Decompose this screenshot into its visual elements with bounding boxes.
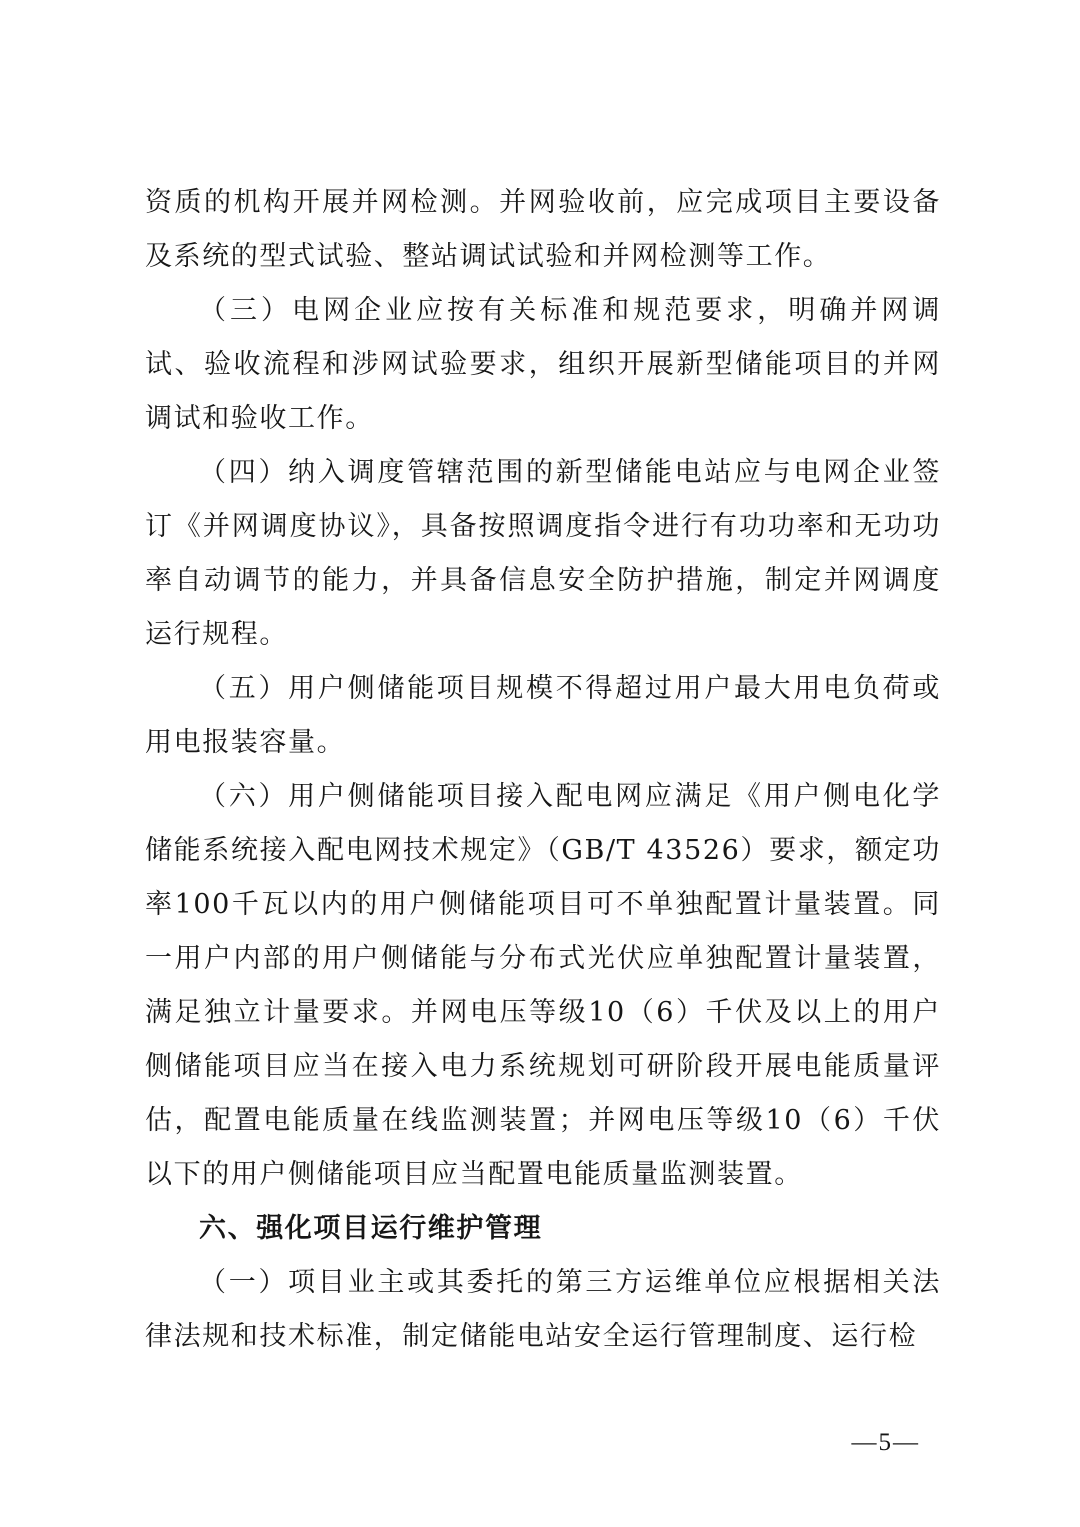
paragraph-final: （一）项目业主或其委托的第三方运维单位应根据相关法律法规和技术标准，制定储能电站安全运行管理制度、运行检 xyxy=(145,1267,941,1352)
paragraph-item-6: （六）用户侧储能项目接入配电网应满足《用户侧电化学储能系统接入配电网技术规定》（GB/T 43526）要求，额定功率100千瓦以内的用户侧储能项目可不单独配置计量装置。同一用户内部的用户侧储能与分布式光伏应单独配置计量装置，满足独立计量要求。并网电压等级10（6）千伏及以上的用户侧储能项目应当在接入电力系统规划可研阶段开展电能质量评估，配置电能质量在线监测装置；并网电压等级10（6）千伏以下的用户侧储能项目应当配置电能质量监测装置。 xyxy=(145,781,941,1190)
paragraph-item-5: （五）用户侧储能项目规模不得超过用户最大用电负荷或用电报装容量。 xyxy=(145,673,941,758)
page-number: —5— xyxy=(851,1429,920,1456)
paragraph-item-4: （四）纳入调度管辖范围的新型储能电站应与电网企业签订《并网调度协议》，具备按照调度指令进行有功功率和无功功率自动调节的能力，并具备信息安全防护措施，制定并网调度运行规程。 xyxy=(145,457,941,650)
section-heading: 六、强化项目运行维护管理 xyxy=(199,1213,543,1244)
paragraph-item-3: （三）电网企业应按有关标准和规范要求，明确并网调试、验收流程和涉网试验要求，组织开展新型储能项目的并网调试和验收工作。 xyxy=(145,295,941,434)
paragraph-continuation: 资质的机构开展并网检测。并网验收前，应完成项目主要设备及系统的型式试验、整站调试试验和并网检测等工作。 xyxy=(145,187,941,272)
document-body xyxy=(145,176,941,1364)
